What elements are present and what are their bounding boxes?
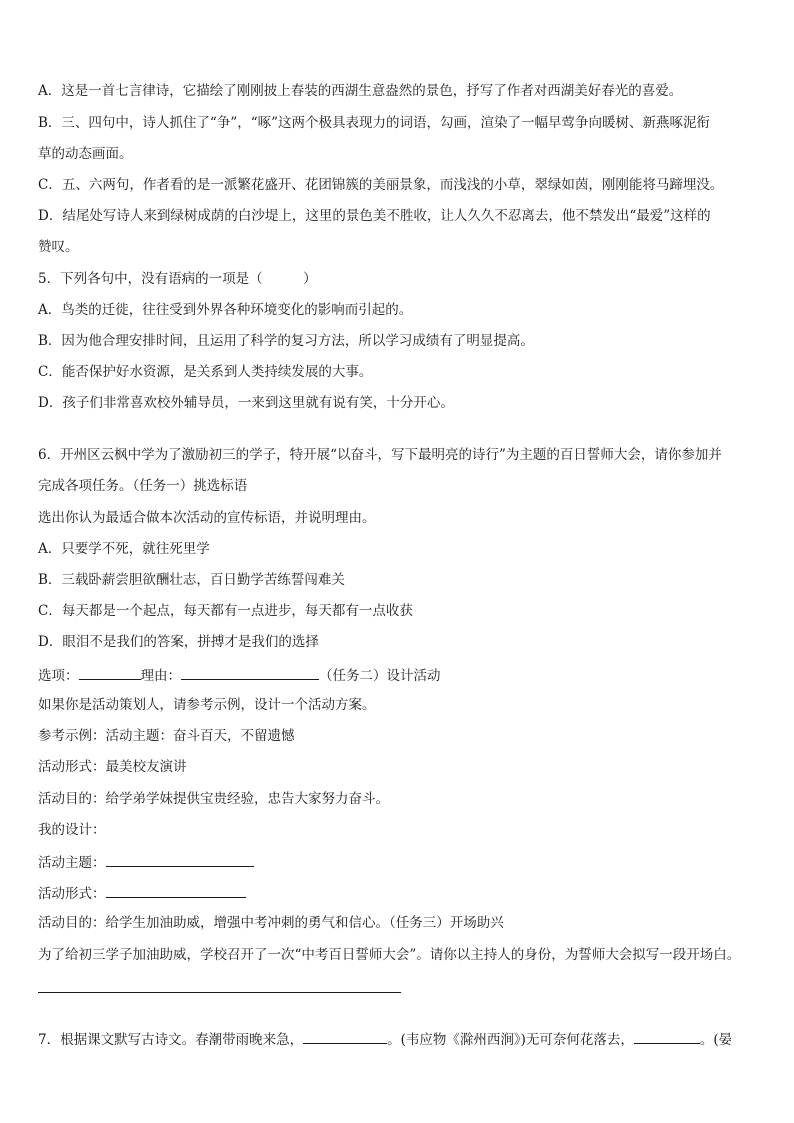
choice-blank[interactable]: [79, 665, 141, 680]
q5-stem: 5．下列各句中，没有语病的一项是（ ）: [38, 271, 317, 287]
q6-example-purpose: 活动目的：给学弟学妹提供宝贵经验，忠告大家努力奋斗。: [38, 791, 389, 807]
form-label: 活动形式：: [38, 886, 106, 902]
q6-option-c: C．每天都是一个起点，每天都有一点进步，每天都有一点收获: [38, 603, 413, 619]
q6-example-form: 活动形式：最美校友演讲: [38, 759, 187, 775]
q6-option-b: B．三载卧薪尝胆欲酬壮志，百日勤学苦练誓闯难关: [38, 572, 345, 588]
choice-label: 选项：: [38, 668, 79, 684]
reason-label: 理由：: [140, 668, 181, 684]
task2-title: （任务二）设计活动: [319, 668, 441, 684]
q4-option-a: A．这是一首七言律诗，它描绘了刚刚披上春装的西湖生意盎然的景色，抒写了作者对西湖美好春光的喜爱。: [38, 83, 683, 99]
q7-blank-1[interactable]: [303, 1029, 387, 1044]
q7-text-1: 7．根据课文默写古诗文。春潮带雨晚来急，: [38, 1032, 304, 1048]
q6-stem: 6．开州区云枫中学为了激励初三的学子，特开展“以奋斗，写下最明亮的诗行”为主题的百日誓师大会，请你参加并: [38, 447, 722, 463]
form-blank[interactable]: [106, 883, 246, 898]
q6-task1-prompt: 选出你认为最适合做本次活动的宣传标语，并说明理由。: [38, 510, 376, 526]
q4-option-d: D．结尾处写诗人来到绿树成荫的白沙堤上，这里的景色美不胜收，让人久久不忍离去，他不禁发出“最爱”这样的: [38, 208, 711, 224]
q5-option-b: B．因为他合理安排时间，且运用了科学的复习方法，所以学习成绩有了明显提高。: [38, 333, 534, 349]
answer-line[interactable]: [38, 992, 401, 993]
q6-task3-prompt: 为了给初三学子加油助威，学校召开了一次“中考百日誓师大会”。请你以主持人的身份，为誓师大会拟写一段开场白。: [38, 947, 741, 963]
q5-option-c: C．能否保护好水资源，是关系到人类持续发展的大事。: [38, 364, 373, 380]
q4-option-d-continued: 赞叹。: [38, 239, 79, 255]
q5-option-a: A．鸟类的迁徙，往往受到外界各种环境变化的影响而引起的。: [38, 302, 413, 318]
q6-choice-reason-row: [38, 665, 760, 685]
theme-label: 活动主题：: [38, 855, 106, 871]
q7-row: [38, 1029, 760, 1049]
q6-task2-prompt: 如果你是活动策划人，请参考示例，设计一个活动方案。: [38, 697, 376, 713]
q4-option-c: C．五、六两句，作者看的是一派繁花盛开、花团锦簇的美丽景象，而浅浅的小草，翠绿如茵，刚刚能将马蹄埋没。: [38, 177, 724, 193]
q5-option-d: D．孩子们非常喜欢校外辅导员，一来到这里就有说有笑，十分开心。: [38, 395, 454, 411]
q6-example-theme: 参考示例：活动主题：奋斗百天，不留遗憾: [38, 728, 295, 744]
q6-form-row: [38, 883, 760, 903]
q4-option-b-continued: 草的动态画面。: [38, 146, 133, 162]
q7-blank-2[interactable]: [634, 1029, 700, 1044]
q6-my-design: 我的设计：: [38, 822, 106, 838]
q6-purpose-line: 活动目的：给学生加油助威，增强中考冲刺的勇气和信心。（任务三）开场助兴: [38, 915, 504, 931]
q6-option-a: A．只要学不死，就往死里学: [38, 541, 210, 557]
q6-stem-continued: 完成各项任务。（任务一）挑选标语: [38, 478, 248, 494]
reason-blank[interactable]: [181, 665, 319, 680]
q4-option-b: B．三、四句中，诗人抓住了“争”，“啄”这两个极具表现力的词语，勾画，渲染了一幅早莺争向暖树、新燕啄泥衔: [38, 115, 711, 131]
q6-option-d: D．眼泪不是我们的答案，拼搏才是我们的选择: [38, 634, 319, 650]
theme-blank[interactable]: [106, 852, 254, 867]
q7-text-2: 。(韦应物《滁州西涧》)无可奈何花落去，: [387, 1032, 634, 1048]
q6-theme-row: [38, 852, 760, 872]
q7-text-3: 。(晏: [699, 1032, 733, 1048]
